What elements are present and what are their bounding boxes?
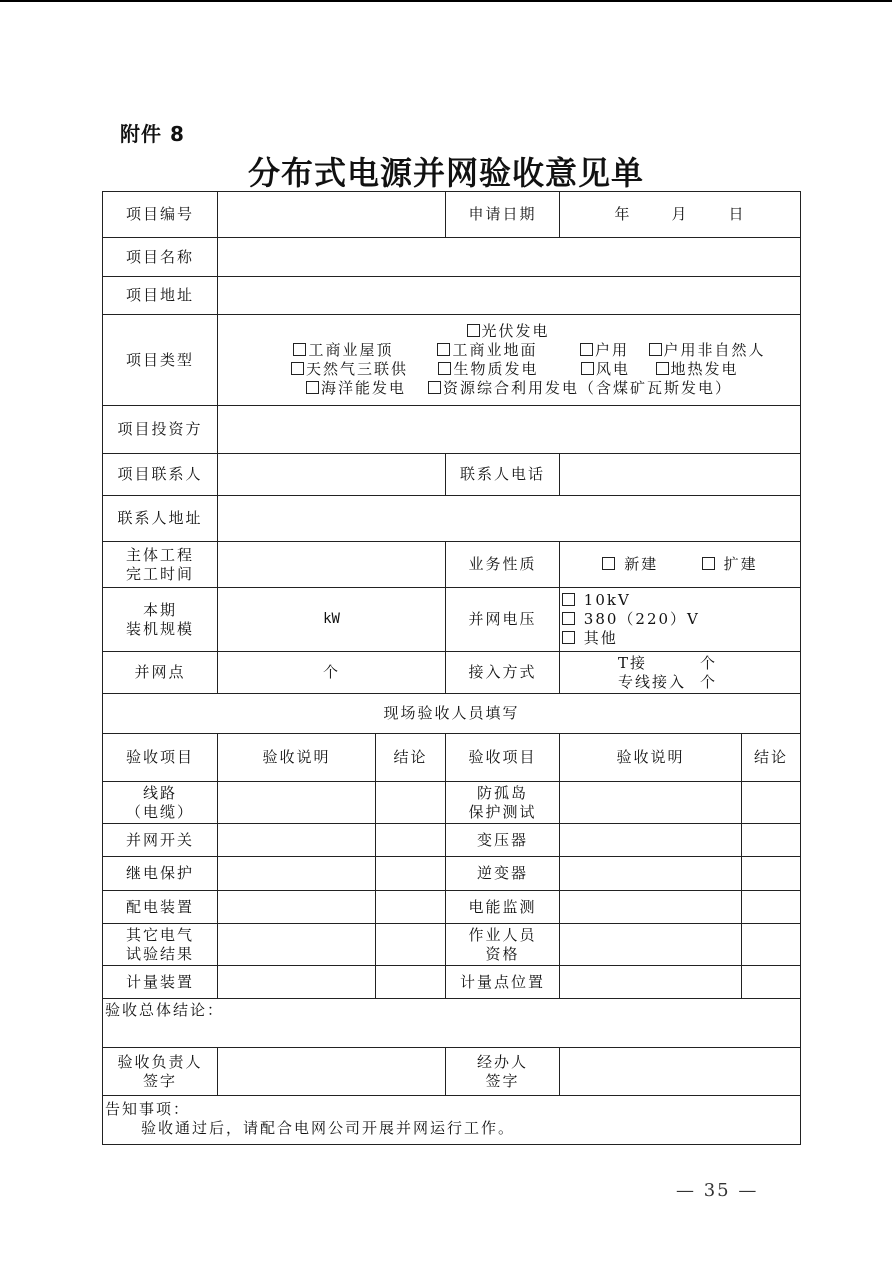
inspection-desc-cell[interactable]: [560, 924, 742, 966]
option-household[interactable]: [561, 341, 649, 360]
option-biomass[interactable]: [422, 360, 556, 379]
field-contact-address[interactable]: [218, 496, 801, 542]
overall-conclusion-label: 验收总体结论：: [105, 1001, 225, 1019]
label-project-number: 项目编号: [103, 192, 218, 238]
option-label: 工商业地面: [452, 341, 538, 359]
label-grid-voltage: 并网电压: [446, 588, 560, 652]
table-row: [103, 824, 801, 857]
header-item-right: 验收项目: [446, 734, 560, 782]
label-contact-phone: 联系人电话: [446, 454, 560, 496]
field-access-mode: [560, 652, 801, 694]
inspection-item-right: [446, 924, 560, 966]
form-title: 分布式电源并网验收意见单: [247, 154, 644, 192]
inspection-item-right: 计量点位置: [446, 966, 560, 999]
label-project-type: 项目类型: [103, 315, 218, 406]
header-result-right: 结论: [742, 734, 801, 782]
row-project-investor: [103, 406, 801, 454]
inspection-item-right: 逆变器: [446, 857, 560, 891]
field-project-contact[interactable]: [218, 454, 446, 496]
label-line: 完工时间: [125, 564, 194, 583]
option-gas-cchp[interactable]: [278, 360, 422, 379]
option-label: 生物质发电: [453, 360, 539, 378]
option-label: 380（220）V: [583, 610, 700, 628]
label-grid-points: 并网点: [103, 652, 218, 694]
notice-body: 验收通过后，请配合电网公司开展并网运行工作。: [141, 1119, 516, 1137]
inspection-item-left: 继电保护: [103, 857, 218, 891]
item-line: 保护测试: [468, 802, 537, 821]
option-expansion[interactable]: [702, 555, 758, 573]
checkbox-icon: [467, 324, 480, 337]
inspection-item-left: 计量装置: [103, 966, 218, 999]
inspection-result-cell[interactable]: [742, 966, 801, 999]
row-completion-time: [103, 542, 801, 588]
field-project-number[interactable]: [218, 192, 446, 238]
inspection-desc-cell[interactable]: [218, 782, 376, 824]
label-handler-signature: [446, 1048, 560, 1096]
label-line: 签字: [142, 1071, 177, 1090]
inspection-item-left: 配电装置: [103, 891, 218, 924]
label-line: 经办人: [476, 1052, 528, 1071]
row-overall-conclusion: [103, 999, 801, 1048]
option-label: 风电: [595, 360, 630, 378]
label-line: 本期: [142, 600, 177, 619]
inspection-result-cell[interactable]: [376, 857, 446, 891]
option-10kv[interactable]: [562, 591, 796, 610]
label-line: 签字: [485, 1071, 520, 1090]
acceptance-form-table: [102, 191, 801, 1145]
checkbox-icon: [291, 362, 304, 375]
checkbox-icon: [580, 343, 593, 356]
checkbox-icon: [581, 362, 594, 375]
label-line: 装机规模: [125, 619, 194, 638]
label-contact-address: 联系人地址: [103, 496, 218, 542]
row-project-address: [103, 277, 801, 315]
inspection-result-cell[interactable]: [742, 891, 801, 924]
row-contact-address: [103, 496, 801, 542]
table-row: [103, 857, 801, 891]
inspection-item-left: [103, 782, 218, 824]
access-t-label: T接: [618, 653, 648, 672]
notice-title: 告知事项：: [105, 1100, 191, 1118]
label-project-contact: 项目联系人: [103, 454, 218, 496]
table-row: [103, 782, 801, 824]
option-label: 10kV: [583, 591, 631, 609]
row-grid-points: [103, 652, 801, 694]
checkbox-icon: [428, 381, 441, 394]
item-line: 其它电气: [125, 925, 194, 944]
date-day: 日: [728, 205, 746, 223]
option-label: 户用: [594, 341, 629, 359]
top-border-line: [0, 0, 892, 2]
option-label: 其他: [583, 629, 618, 647]
inspection-desc-cell[interactable]: [218, 924, 376, 966]
checkbox-icon: [562, 593, 575, 606]
item-line: 资格: [485, 944, 520, 963]
section-header: 现场验收人员填写: [103, 694, 801, 734]
field-completion-time[interactable]: [218, 542, 446, 588]
table-row: [103, 891, 801, 924]
inspection-desc-cell[interactable]: [218, 891, 376, 924]
label-access-mode: 接入方式: [446, 652, 560, 694]
option-label: 户用非自然人: [663, 341, 766, 359]
option-ocean[interactable]: [284, 379, 428, 398]
checkbox-icon: [562, 612, 575, 625]
inspection-result-cell[interactable]: [376, 966, 446, 999]
inspection-result-cell[interactable]: [376, 891, 446, 924]
label-line: 验收负责人: [117, 1052, 203, 1071]
field-project-investor[interactable]: [218, 406, 801, 454]
checkbox-icon: [656, 362, 669, 375]
inspection-desc-cell[interactable]: [560, 782, 742, 824]
notice-cell: [103, 1096, 801, 1145]
option-new-build[interactable]: [602, 555, 658, 573]
option-pv[interactable]: [467, 322, 550, 341]
field-leader-signature[interactable]: [218, 1048, 446, 1096]
row-project-name: [103, 238, 801, 277]
field-contact-phone[interactable]: [560, 454, 801, 496]
inspection-desc-cell[interactable]: [560, 891, 742, 924]
inspection-desc-cell[interactable]: [560, 966, 742, 999]
field-project-address[interactable]: [218, 277, 801, 315]
access-dedicated-line[interactable]: [618, 673, 796, 692]
item-line: 试验结果: [125, 944, 194, 963]
field-capacity[interactable]: kW: [218, 588, 446, 652]
option-label: 天然气三联供: [305, 360, 408, 378]
header-result-left: 结论: [376, 734, 446, 782]
item-line: 防孤岛: [476, 783, 528, 802]
checkbox-icon: [437, 343, 450, 356]
row-signatures: [103, 1048, 801, 1096]
header-desc-left: 验收说明: [218, 734, 376, 782]
item-line: 线路: [142, 783, 177, 802]
inspection-result-cell[interactable]: [742, 782, 801, 824]
label-business-nature: 业务性质: [446, 542, 560, 588]
checkbox-icon: [702, 557, 715, 570]
field-handler-signature[interactable]: [560, 1048, 801, 1096]
option-other[interactable]: [562, 629, 796, 648]
option-label: 新建: [624, 555, 659, 573]
label-project-investor: 项目投资方: [103, 406, 218, 454]
field-business-nature: [560, 542, 801, 588]
field-grid-points[interactable]: 个: [218, 652, 446, 694]
row-capacity: [103, 588, 801, 652]
field-project-type: [218, 315, 801, 406]
attachment-label: 附件 8: [120, 122, 185, 146]
checkbox-icon: [306, 381, 319, 394]
checkbox-icon: [649, 343, 662, 356]
checkbox-icon: [293, 343, 306, 356]
label-capacity: [103, 588, 218, 652]
label-project-name: 项目名称: [103, 238, 218, 277]
checkbox-icon: [562, 631, 575, 644]
inspection-item-right: 变压器: [446, 824, 560, 857]
access-dedicated-unit: 个: [700, 672, 718, 691]
checkbox-icon: [438, 362, 451, 375]
inspection-item-left: 并网开关: [103, 824, 218, 857]
option-380v[interactable]: [562, 610, 796, 629]
item-line: 作业人员: [468, 925, 537, 944]
row-notice: [103, 1096, 801, 1145]
inspection-desc-cell[interactable]: [560, 824, 742, 857]
option-household-nonnatural[interactable]: [649, 341, 766, 360]
option-label: 资源综合利用发电（含煤矿瓦斯发电）: [443, 379, 733, 397]
inspection-result-cell[interactable]: [742, 924, 801, 966]
row-inspection-headers: [103, 734, 801, 782]
row-section-header: [103, 694, 801, 734]
option-label: 海洋能发电: [320, 379, 406, 397]
row-project-number: [103, 192, 801, 238]
inspection-desc-cell[interactable]: [218, 857, 376, 891]
page-number: — 35 —: [676, 1180, 759, 1201]
label-project-address: 项目地址: [103, 277, 218, 315]
date-month: 月: [671, 205, 689, 223]
inspection-desc-cell[interactable]: [218, 966, 376, 999]
option-label: 光伏发电: [481, 322, 550, 340]
inspection-desc-cell[interactable]: [218, 824, 376, 857]
header-item-left: 验收项目: [103, 734, 218, 782]
label-leader-signature: [103, 1048, 218, 1096]
inspection-item-right: [446, 782, 560, 824]
field-apply-date[interactable]: [560, 192, 801, 238]
table-row: [103, 924, 801, 966]
inspection-result-cell[interactable]: [742, 857, 801, 891]
date-year: 年: [614, 205, 632, 223]
label-apply-date: 申请日期: [446, 192, 560, 238]
inspection-result-cell[interactable]: [742, 824, 801, 857]
field-grid-voltage: [560, 588, 801, 652]
inspection-desc-cell[interactable]: [560, 857, 742, 891]
access-t-unit: 个: [700, 653, 718, 672]
row-project-type: [103, 315, 801, 406]
field-project-name[interactable]: [218, 238, 801, 277]
option-label: 地热发电: [670, 360, 739, 378]
option-resource[interactable]: [428, 379, 732, 398]
option-wind[interactable]: [556, 360, 656, 379]
inspection-result-cell[interactable]: [376, 824, 446, 857]
option-label: 扩建: [723, 555, 758, 573]
option-label: 工商业屋顶: [308, 341, 394, 359]
inspection-item-left: [103, 924, 218, 966]
header-desc-right: 验收说明: [560, 734, 742, 782]
access-dedicated-label: 专线接入: [618, 672, 687, 691]
checkbox-icon: [602, 557, 615, 570]
inspection-result-cell[interactable]: [376, 924, 446, 966]
access-t-line[interactable]: [618, 654, 796, 673]
option-ci-ground[interactable]: [415, 341, 561, 360]
inspection-item-right: 电能监测: [446, 891, 560, 924]
overall-conclusion-field[interactable]: [103, 999, 801, 1048]
label-line: 主体工程: [125, 545, 194, 564]
label-completion-time: [103, 542, 218, 588]
row-project-contact: [103, 454, 801, 496]
inspection-result-cell[interactable]: [376, 782, 446, 824]
option-ci-roof[interactable]: [273, 341, 415, 360]
item-line: （电缆）: [125, 802, 194, 821]
table-row: [103, 966, 801, 999]
option-geothermal[interactable]: [656, 360, 739, 379]
